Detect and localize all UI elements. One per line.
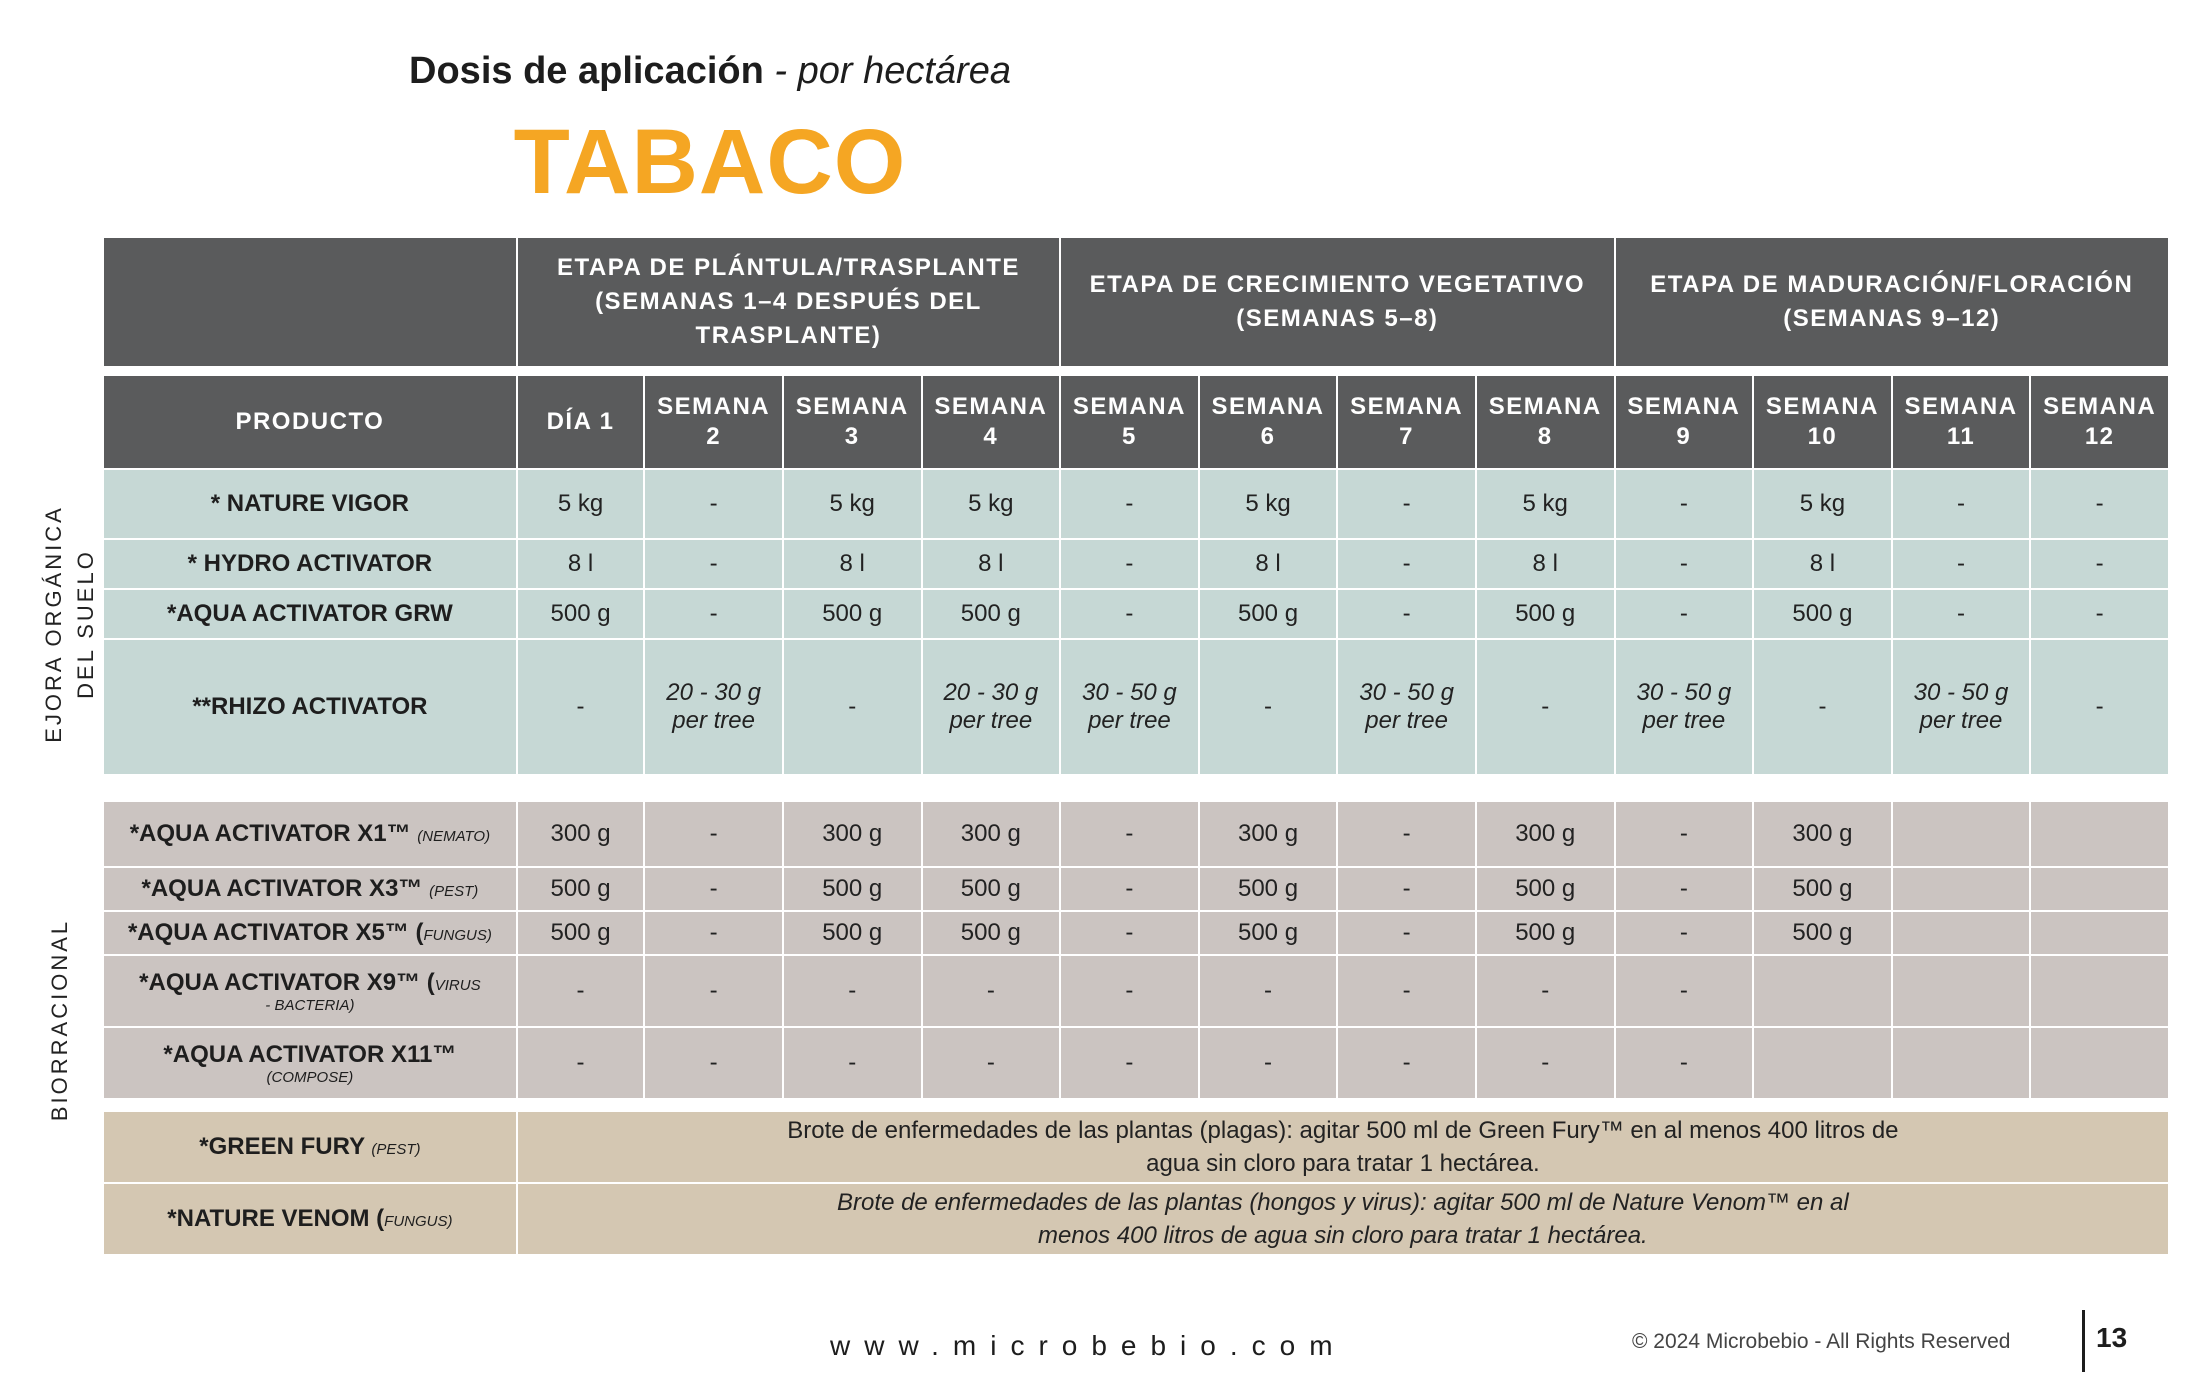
dose-cell: - <box>1061 1028 1198 1098</box>
table-row <box>104 802 2168 866</box>
dose-cell: - <box>1061 912 1198 954</box>
dose-cell: - <box>1061 590 1198 638</box>
dose-cell: - <box>923 956 1060 1026</box>
col-header-week: SEMANA 7 <box>1338 376 1475 468</box>
dose-cell <box>2031 802 2168 866</box>
dose-cell: - <box>1616 802 1753 866</box>
dose-cell: 5 kg <box>1477 470 1614 538</box>
col-header-week: SEMANA 4 <box>923 376 1060 468</box>
dose-cell: - <box>1061 802 1198 866</box>
product-name: *NATURE VENOM (FUNGUS) <box>104 1184 516 1254</box>
table-row <box>104 470 2168 538</box>
product-name: * HYDRO ACTIVATOR <box>104 540 516 588</box>
dose-cell <box>1893 956 2030 1026</box>
dose-cell <box>1754 1028 1891 1098</box>
dose-cell: 8 l <box>1754 540 1891 588</box>
table-row <box>104 590 2168 638</box>
dose-cell: - <box>1061 470 1198 538</box>
copyright: © 2024 Microbebio - All Rights Reserved <box>1632 1330 2011 1353</box>
dose-cell: 5 kg <box>923 470 1060 538</box>
col-header-week: SEMANA 5 <box>1061 376 1198 468</box>
dose-cell: 500 g <box>518 590 644 638</box>
product-name: *GREEN FURY (PEST) <box>104 1112 516 1182</box>
dose-cell: - <box>2031 640 2168 774</box>
title-bold: Dosis de aplicación <box>409 50 764 92</box>
product-name: * NATURE VIGOR <box>104 470 516 538</box>
stage-header-row <box>104 238 2168 366</box>
dose-cell: 500 g <box>1754 590 1891 638</box>
dose-cell: - <box>518 956 644 1026</box>
dose-cell: - <box>645 868 782 910</box>
dose-cell: - <box>2031 470 2168 538</box>
dose-cell: - <box>2031 590 2168 638</box>
title-italic: - por hectárea <box>774 50 1011 92</box>
dose-cell: 8 l <box>923 540 1060 588</box>
dose-cell: 20 - 30 g per tree <box>645 640 782 774</box>
dose-cell: 500 g <box>784 912 921 954</box>
table-row <box>104 640 2168 774</box>
product-name: *AQUA ACTIVATOR X3™ (PEST) <box>104 868 516 910</box>
dose-cell: - <box>645 470 782 538</box>
side-label-soil: EJORA ORGÁNICA DEL SUELO <box>41 505 98 743</box>
dose-cell: - <box>1338 802 1475 866</box>
dose-cell: 300 g <box>518 802 644 866</box>
col-header-week: SEMANA 12 <box>2031 376 2168 468</box>
dose-cell: - <box>1477 1028 1614 1098</box>
dose-cell: 500 g <box>1754 912 1891 954</box>
dose-cell: 30 - 50 g per tree <box>1893 640 2030 774</box>
col-header-week: SEMANA 8 <box>1477 376 1614 468</box>
dose-cell: - <box>1061 540 1198 588</box>
dose-cell: 300 g <box>923 802 1060 866</box>
crop-title: TABACO <box>513 111 907 213</box>
table-row <box>104 540 2168 588</box>
dose-cell: 500 g <box>784 868 921 910</box>
dose-cell: - <box>518 1028 644 1098</box>
dose-cell: - <box>645 590 782 638</box>
dose-cell: - <box>923 1028 1060 1098</box>
dose-cell: 500 g <box>1200 590 1337 638</box>
product-name: **RHIZO ACTIVATOR <box>104 640 516 774</box>
product-name: *AQUA ACTIVATOR GRW <box>104 590 516 638</box>
dose-cell: - <box>645 956 782 1026</box>
dose-cell: 8 l <box>1477 540 1614 588</box>
dose-cell: 500 g <box>518 912 644 954</box>
dose-cell: - <box>1061 868 1198 910</box>
dose-cell: - <box>518 640 644 774</box>
dose-cell: 5 kg <box>784 470 921 538</box>
dose-cell: 500 g <box>1477 912 1614 954</box>
dose-cell: - <box>1616 590 1753 638</box>
dose-cell: - <box>1616 912 1753 954</box>
dose-cell: - <box>1477 640 1614 774</box>
dose-cell: - <box>1616 540 1753 588</box>
product-name: *AQUA ACTIVATOR X1™ (NEMATO) <box>104 802 516 866</box>
usage-note: Brote de enfermedades de las plantas (hongos y virus): agitar 500 ml de Nature Venom™ en al menos 400 litros de agua sin cloro para tratar 1 hectárea. <box>518 1184 2168 1254</box>
website-url: www.microbebio.com <box>830 1330 1347 1361</box>
col-header-week: SEMANA 6 <box>1200 376 1337 468</box>
dose-cell: - <box>1200 956 1337 1026</box>
dose-cell: 8 l <box>1200 540 1337 588</box>
table-row <box>104 912 2168 954</box>
dose-cell: - <box>1338 956 1475 1026</box>
dose-cell: - <box>1893 540 2030 588</box>
dose-cell: 5 kg <box>1200 470 1337 538</box>
product-name: *AQUA ACTIVATOR X5™ (FUNGUS) <box>104 912 516 954</box>
dose-cell: - <box>1616 1028 1753 1098</box>
dose-cell <box>2031 1028 2168 1098</box>
dose-cell: 300 g <box>1200 802 1337 866</box>
dose-cell: 5 kg <box>1754 470 1891 538</box>
dose-cell: 500 g <box>923 590 1060 638</box>
dose-cell <box>1893 912 2030 954</box>
dose-cell: - <box>784 1028 921 1098</box>
dose-cell <box>1893 868 2030 910</box>
dose-cell: 300 g <box>1754 802 1891 866</box>
dose-cell: 500 g <box>1477 868 1614 910</box>
dose-cell: - <box>645 540 782 588</box>
dose-cell: - <box>2031 540 2168 588</box>
dose-cell: 30 - 50 g per tree <box>1616 640 1753 774</box>
page-number: 13 <box>2096 1322 2128 1353</box>
dose-cell: 500 g <box>1200 912 1337 954</box>
dose-cell: 500 g <box>1200 868 1337 910</box>
dose-cell <box>1893 1028 2030 1098</box>
dose-cell: 30 - 50 g per tree <box>1061 640 1198 774</box>
footer-divider <box>2082 1310 2085 1372</box>
col-header-day1: DÍA 1 <box>518 376 644 468</box>
table-row <box>104 956 2168 1026</box>
dose-cell: - <box>1338 540 1475 588</box>
dose-cell: 300 g <box>784 802 921 866</box>
dose-cell: 500 g <box>1754 868 1891 910</box>
dose-cell: - <box>645 1028 782 1098</box>
dose-cell: 500 g <box>784 590 921 638</box>
stage-seedling: ETAPA DE PLÁNTULA/TRASPLANTE (SEMANAS 1–4 DESPUÉS DEL TRASPLANTE) <box>518 238 1059 366</box>
dose-cell: 500 g <box>923 868 1060 910</box>
table-row <box>104 1112 2168 1182</box>
dose-cell: - <box>1338 1028 1475 1098</box>
dose-cell: 8 l <box>518 540 644 588</box>
dose-cell <box>1893 802 2030 866</box>
dose-cell <box>2031 868 2168 910</box>
side-label-bio: BIORRACIONAL <box>47 918 72 1122</box>
dose-cell: - <box>1893 590 2030 638</box>
dose-cell: - <box>784 640 921 774</box>
dose-cell: - <box>1338 868 1475 910</box>
dose-cell: 20 - 30 g per tree <box>923 640 1060 774</box>
col-header-product: PRODUCTO <box>104 376 516 468</box>
dose-cell: - <box>645 912 782 954</box>
col-header-week: SEMANA 3 <box>784 376 921 468</box>
dose-cell: 8 l <box>784 540 921 588</box>
dose-cell: - <box>1338 590 1475 638</box>
table-row <box>104 1028 2168 1098</box>
dose-cell: - <box>1616 956 1753 1026</box>
dose-cell: - <box>1338 470 1475 538</box>
dose-cell: 500 g <box>518 868 644 910</box>
dose-cell: - <box>1893 470 2030 538</box>
col-header-week: SEMANA 11 <box>1893 376 2030 468</box>
col-header-week: SEMANA 2 <box>645 376 782 468</box>
dose-cell: 500 g <box>923 912 1060 954</box>
dose-cell: - <box>1754 640 1891 774</box>
dose-cell: - <box>1200 1028 1337 1098</box>
dose-cell: - <box>1200 640 1337 774</box>
dose-cell: - <box>1338 912 1475 954</box>
stage-header-blank <box>104 238 516 366</box>
page-title <box>0 50 1420 93</box>
dose-cell: 5 kg <box>518 470 644 538</box>
col-header-week: SEMANA 9 <box>1616 376 1753 468</box>
column-header-row <box>104 376 2168 468</box>
dose-cell: - <box>1477 956 1614 1026</box>
dose-cell: 30 - 50 g per tree <box>1338 640 1475 774</box>
product-name: *AQUA ACTIVATOR X11™ (COMPOSE) <box>104 1028 516 1098</box>
usage-note: Brote de enfermedades de las plantas (plagas): agitar 500 ml de Green Fury™ en al menos 400 litros de agua sin cloro para tratar 1 hectárea. <box>518 1112 2168 1182</box>
table-row <box>104 868 2168 910</box>
col-header-week: SEMANA 10 <box>1754 376 1891 468</box>
dose-cell: - <box>1061 956 1198 1026</box>
dose-table <box>102 236 2170 1256</box>
dose-cell: - <box>645 802 782 866</box>
dose-cell: - <box>1616 868 1753 910</box>
dose-cell <box>1754 956 1891 1026</box>
dose-cell: - <box>1616 470 1753 538</box>
stage-vegetative: ETAPA DE CRECIMIENTO VEGETATIVO (SEMANAS 5–8) <box>1061 238 1613 366</box>
dose-cell: 300 g <box>1477 802 1614 866</box>
dose-cell: - <box>784 956 921 1026</box>
table-row <box>104 1184 2168 1254</box>
dose-cell <box>2031 912 2168 954</box>
dose-cell: 500 g <box>1477 590 1614 638</box>
product-name: *AQUA ACTIVATOR X9™ (VIRUS - BACTERIA) <box>104 956 516 1026</box>
stage-maturation: ETAPA DE MADURACIÓN/FLORACIÓN (SEMANAS 9–12) <box>1616 238 2168 366</box>
dose-cell <box>2031 956 2168 1026</box>
